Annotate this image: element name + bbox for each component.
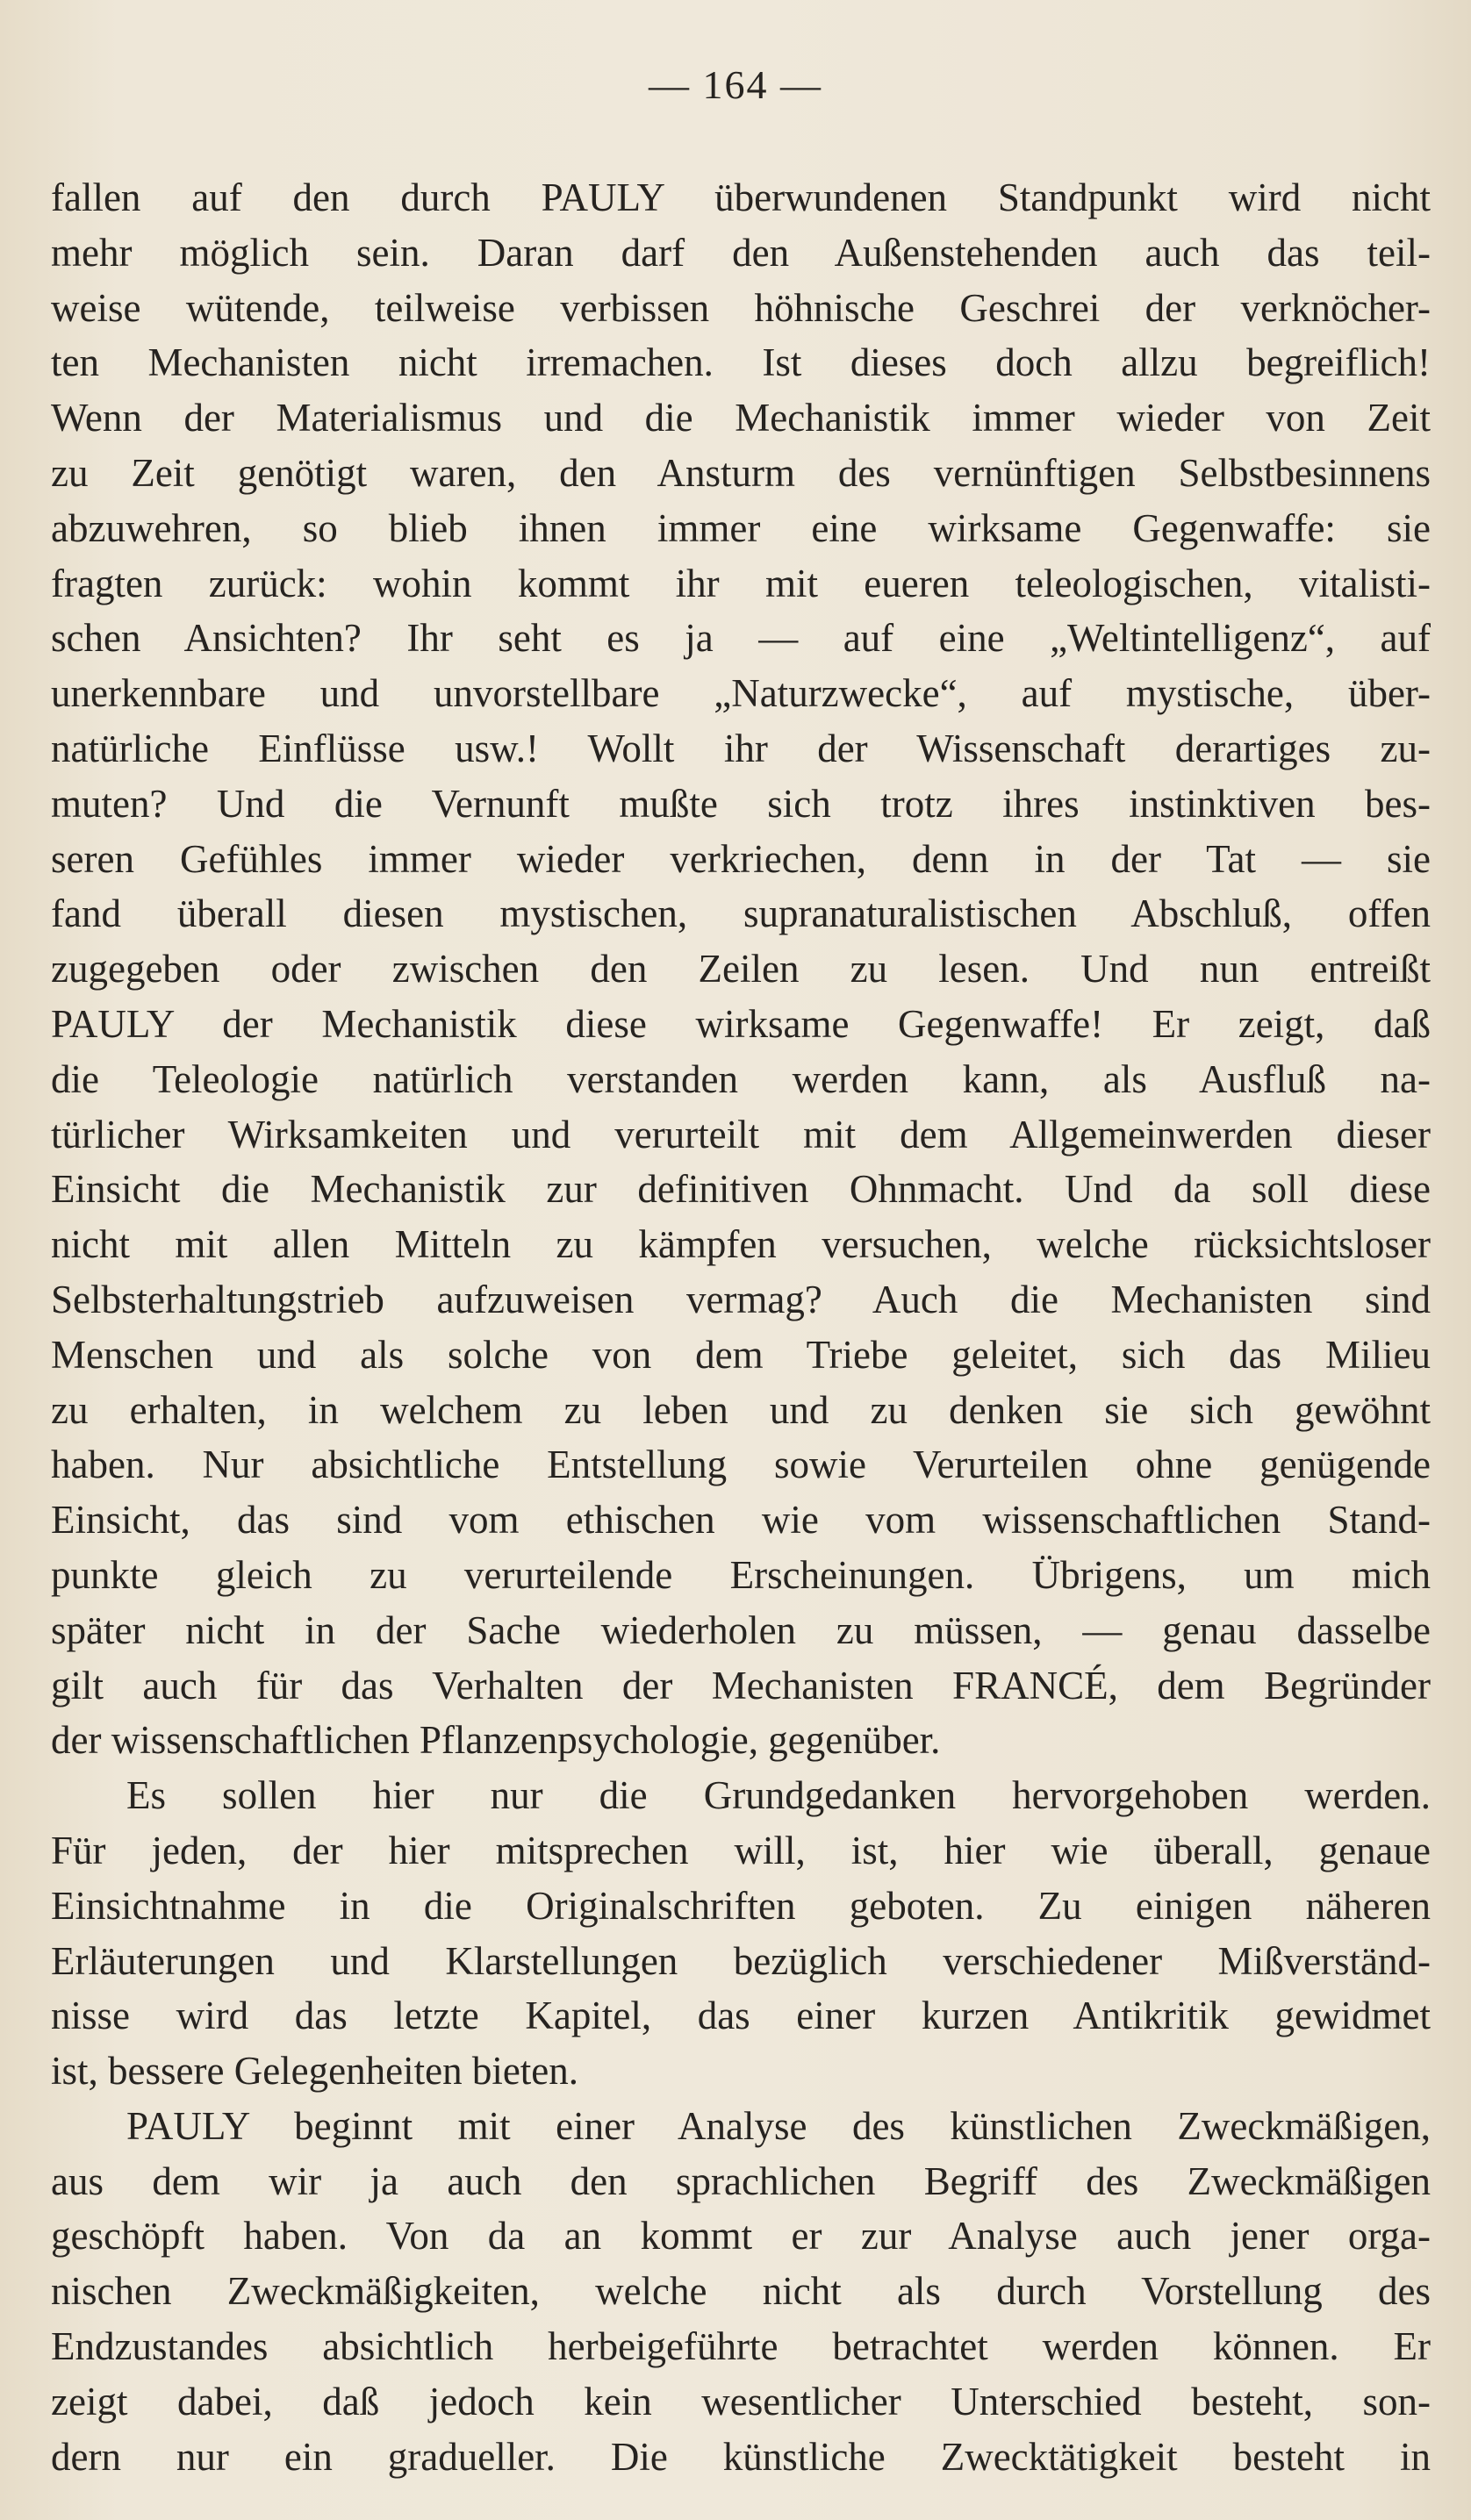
text-line: geschöpft haben. Von da an kommt er zur Analyse auch jener orga- xyxy=(51,2214,1431,2259)
text-line: zu erhalten, in welchem zu leben und zu denken sie sich gewöhnt xyxy=(51,1387,1431,1432)
text-line: weise wütende, teilweise verbissen höhnische Geschrei der verknöcher- xyxy=(51,285,1431,330)
text-line: Selbsterhaltungstrieb aufzuweisen vermag? Auch die Mechanisten sind xyxy=(51,1277,1431,1321)
text-line: PAULY der Mechanistik diese wirksame Gegenwaffe! Er zeigt, daß xyxy=(51,1001,1431,1046)
text-line: aus dem wir ja auch den sprachlichen Begriff des Zweckmäßigen xyxy=(51,2158,1431,2203)
text-line: türlicher Wirksamkeiten und verurteilt mit dem Allgemeinwerden dieser xyxy=(51,1112,1431,1156)
text-line: mehr möglich sein. Daran darf den Außenstehenden auch das teil- xyxy=(51,230,1431,275)
text-line: haben. Nur absichtliche Entstellung sowie Verurteilen ohne genügende xyxy=(51,1443,1431,1487)
text-line: gilt auch für das Verhalten der Mechanisten FRANCÉ, dem Begründer xyxy=(51,1663,1431,1707)
text-line: schen Ansichten? Ihr seht es ja — auf eine „Weltintelligenz“, auf xyxy=(51,616,1431,661)
text-line: Endzustandes absichtlich herbeigeführte betrachtet werden können. Er xyxy=(51,2324,1431,2369)
text-line: muten? Und die Vernunft mußte sich trotz ihres instinktiven bes- xyxy=(51,781,1431,826)
text-line: zugegeben oder zwischen den Zeilen zu lesen. Und nun entreißt xyxy=(51,947,1431,992)
text-line: nicht mit allen Mitteln zu kämpfen versuchen, welche rücksichtsloser xyxy=(51,1222,1431,1267)
paragraph xyxy=(51,2099,1431,2485)
text-line: Menschen und als solche von dem Triebe geleitet, sich das Milieu xyxy=(51,1332,1431,1377)
text-line: natürliche Einflüsse usw.! Wollt ihr der Wissenschaft derartiges zu- xyxy=(51,726,1431,770)
text-line: seren Gefühles immer wieder verkriechen, denn in der Tat — sie xyxy=(51,836,1431,881)
text-line: unerkennbare und unvorstellbare „Naturzwecke“, auf mystische, über- xyxy=(51,671,1431,716)
text-line: ten Mechanisten nicht irremachen. Ist dieses doch allzu begreiflich! xyxy=(51,340,1431,385)
text-line: ist, bessere Gelegenheiten bieten. xyxy=(51,2049,579,2094)
text-line: PAULY beginnt mit einer Analyse des künstlichen Zweckmäßigen, xyxy=(126,2103,1431,2148)
text-line: Es sollen hier nur die Grundgedanken hervorgehoben werden. xyxy=(126,1773,1431,1818)
paragraph xyxy=(51,1768,1431,2099)
text-line: dern nur ein gradueller. Die künstliche Zwecktätigkeit besteht in xyxy=(51,2434,1431,2479)
text-line: Für jeden, der hier mitsprechen will, ist, hier wie überall, genaue xyxy=(51,1828,1431,1872)
text-line: fallen auf den durch PAULY überwundenen Standpunkt wird nicht xyxy=(51,175,1431,219)
text-line: zu Zeit genötigt waren, den Ansturm des vernünftigen Selbstbesinnens xyxy=(51,450,1431,495)
text-line: Einsicht die Mechanistik zur definitiven Ohnmacht. Und da soll diese xyxy=(51,1167,1431,1212)
text-line: nisse wird das letzte Kapitel, das einer kurzen Antikritik gewidmet xyxy=(51,1994,1431,2038)
text-line: fand überall diesen mystischen, supranaturalistischen Abschluß, offen xyxy=(51,891,1431,936)
text-line: Einsicht, das sind vom ethischen wie vom wissenschaftlichen Stand- xyxy=(51,1498,1431,1543)
text-line: zeigt dabei, daß jedoch kein wesentlicher Unterschied besteht, son- xyxy=(51,2379,1431,2423)
text-line: später nicht in der Sache wiederholen zu müssen, — genau dasselbe xyxy=(51,1607,1431,1652)
text-line: punkte gleich zu verurteilende Erscheinungen. Übrigens, um mich xyxy=(51,1552,1431,1597)
text-line: abzuwehren, so blieb ihnen immer eine wirksame Gegenwaffe: sie xyxy=(51,505,1431,550)
body-text xyxy=(51,170,1431,2484)
paragraph xyxy=(51,170,1431,1768)
text-line: der wissenschaftlichen Pflanzenpsychologie, gegenüber. xyxy=(51,1718,941,1763)
text-line: die Teleologie natürlich verstanden werden kann, als Ausfluß na- xyxy=(51,1056,1431,1101)
text-line: Erläuterungen und Klarstellungen bezüglich verschiedener Mißverständ- xyxy=(51,1938,1431,1983)
text-line: fragten zurück: wohin kommt ihr mit eueren teleologischen, vitalisti- xyxy=(51,561,1431,605)
text-line: Einsichtnahme in die Originalschriften geboten. Zu einigen näheren xyxy=(51,1883,1431,1928)
text-line: Wenn der Materialismus und die Mechanistik immer wieder von Zeit xyxy=(51,396,1431,440)
text-line: nischen Zweckmäßigkeiten, welche nicht als durch Vorstellung des xyxy=(51,2269,1431,2314)
page-number: — 164 — xyxy=(649,62,822,107)
